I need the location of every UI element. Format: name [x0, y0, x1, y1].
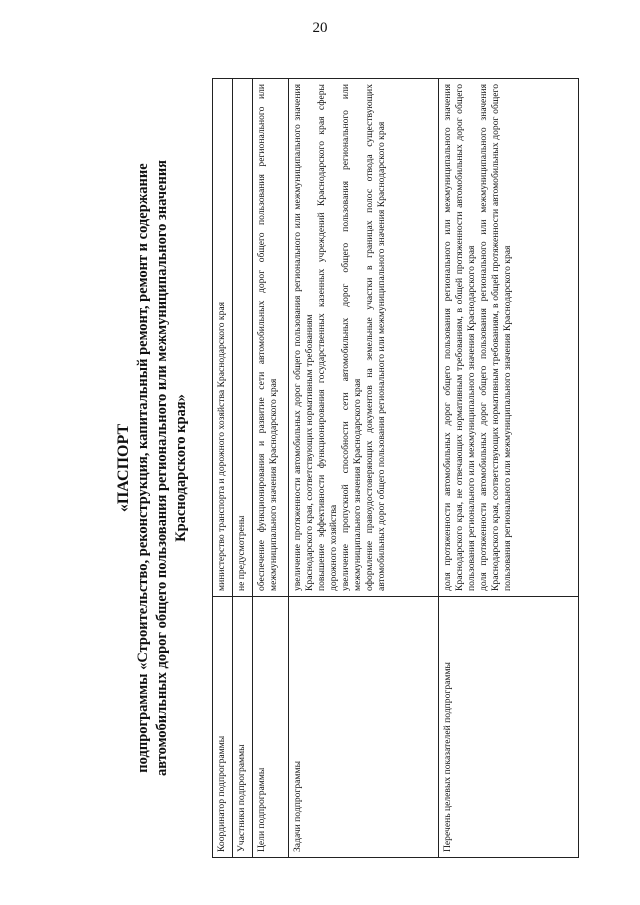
passport-subtitle-line: автомобильных дорог общего пользования регионального или межмуниципального значения [154, 159, 170, 777]
passport-title-block [112, 78, 214, 858]
row-value [289, 79, 439, 597]
passport-title: «ПАСПОРТ [115, 423, 132, 513]
row-paragraph: министерство транспорта и дорожного хозяйства Краснодарского края [216, 301, 227, 591]
row-label: Перечень целевых показателей подпрограммы [439, 597, 579, 858]
table-row [233, 79, 253, 858]
row-label: Цели подпрограммы [253, 597, 289, 858]
row-value [213, 79, 233, 597]
table-row [213, 79, 233, 858]
passport-table [212, 78, 579, 858]
row-paragraph: оформление правоудостоверяющих документов на земельные участки в границах полос отвода существующих автомобильных дорог общего пользования регионального или межмуниципального значения Краснодарского края [364, 84, 387, 591]
row-paragraph: увеличение пропускной способности сети автомобильных дорог общего пользования регионального или межмуниципального значения Краснодарского края [340, 84, 363, 591]
row-value [253, 79, 289, 597]
table-row [289, 79, 439, 858]
row-paragraph: доля протяженности автомобильных дорог общего пользования регионального или межмуниципального значения Краснодарского края, не отвечающих нормативным требованиям, в общей протяженности автомобильных дорог общего пользования регионального или межмуниципального значения Краснодарского края [442, 84, 477, 591]
row-paragraph: увеличение протяженности автомобильных дорог общего пользования регионального или межмуниципального значения Краснодарского края, соответствующих нормативным требованиям [292, 84, 315, 591]
row-value [439, 79, 579, 597]
row-label: Координатор подпрограммы [213, 597, 233, 858]
passport-subtitle-line: подпрограммы «Строительство, реконструкция, капитальный ремонт, ремонт и содержание [135, 163, 151, 773]
table-row [439, 79, 579, 858]
table-row [253, 79, 289, 858]
row-label: Участники подпрограммы [233, 597, 253, 858]
row-label: Задачи подпрограммы [289, 597, 439, 858]
row-paragraph: не предусмотрены [236, 515, 247, 591]
row-paragraph: обеспечение функционирования и развитие сети автомобильных дорог общего пользования регионального или межмуниципального значения Краснодарского края [256, 84, 279, 591]
page-number: 20 [312, 20, 328, 36]
row-paragraph: повышение эффективности функционирования государственных казенных учреждений Краснодарского края сферы дорожного хозяйства [316, 84, 339, 591]
row-paragraph: доля протяженности автомобильных дорог общего пользования регионального или межмуниципального значения Краснодарского края, соответствующих нормативным требованиям, в общей протяженности автомобильных дорог общего пользования регионального или межмуниципального значения Краснодарского края [478, 84, 513, 591]
passport-subtitle-line: Краснодарского края» [173, 394, 189, 542]
rotated-landscape-content [112, 78, 582, 858]
row-value [233, 79, 253, 597]
